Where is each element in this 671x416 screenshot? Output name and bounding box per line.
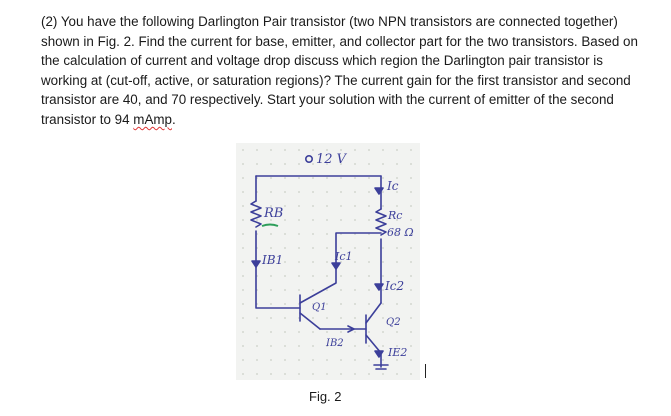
supply-terminal [306, 156, 312, 162]
rb-label: RB [264, 206, 284, 221]
circuit-photo [236, 143, 420, 380]
rb-green-underline [262, 225, 278, 227]
left-wire-lower [256, 231, 300, 308]
ie2-label: IE2 [388, 346, 408, 359]
rc-resistor [376, 209, 386, 235]
ic2-label: Ic2 [385, 279, 405, 293]
problem-number: (2) [41, 14, 58, 29]
ic-label: Ic [387, 179, 399, 193]
q1-collector-wire [300, 233, 381, 303]
q2-label: Q2 [386, 317, 401, 328]
ib1-arrow [252, 261, 260, 267]
q1-label: Q1 [312, 302, 327, 313]
ib2-label: IB2 [326, 338, 344, 349]
supply-label: 12 V [316, 152, 347, 167]
figure-caption: Fig. 2 [309, 389, 342, 404]
darlington-circuit-diagram [236, 143, 420, 380]
rc-value-label: 68 Ω [387, 226, 414, 239]
ic1-label: Ic1 [335, 250, 353, 263]
problem-statement [41, 12, 641, 130]
spellcheck-flagged-word[interactable]: mAmp [133, 111, 172, 127]
text-cursor [425, 364, 426, 378]
problem-end: . [172, 111, 176, 127]
ic1-arrow [332, 263, 340, 269]
ib1-label: IB1 [262, 253, 284, 267]
rb-resistor [251, 201, 261, 227]
rc-label: Rc [388, 209, 403, 222]
problem-text: You have the following Darlington Pair transistor (two NPN transistors are connected together) shown in Fig. 2. Find the current for base, emitter, and collector part for the two transistors. Based on the calculation of current and voltage drop discuss which region the Darlington pair transistor is working at (cut-off, active, or saturation regions)? The current gain for the first transistor and second transistor are 40, and 70 respectively. Start your solution with the current of emitter of the second transistor to 94 [41, 14, 638, 127]
q1-emitter-wire [300, 313, 320, 329]
q2-collector [366, 303, 381, 323]
